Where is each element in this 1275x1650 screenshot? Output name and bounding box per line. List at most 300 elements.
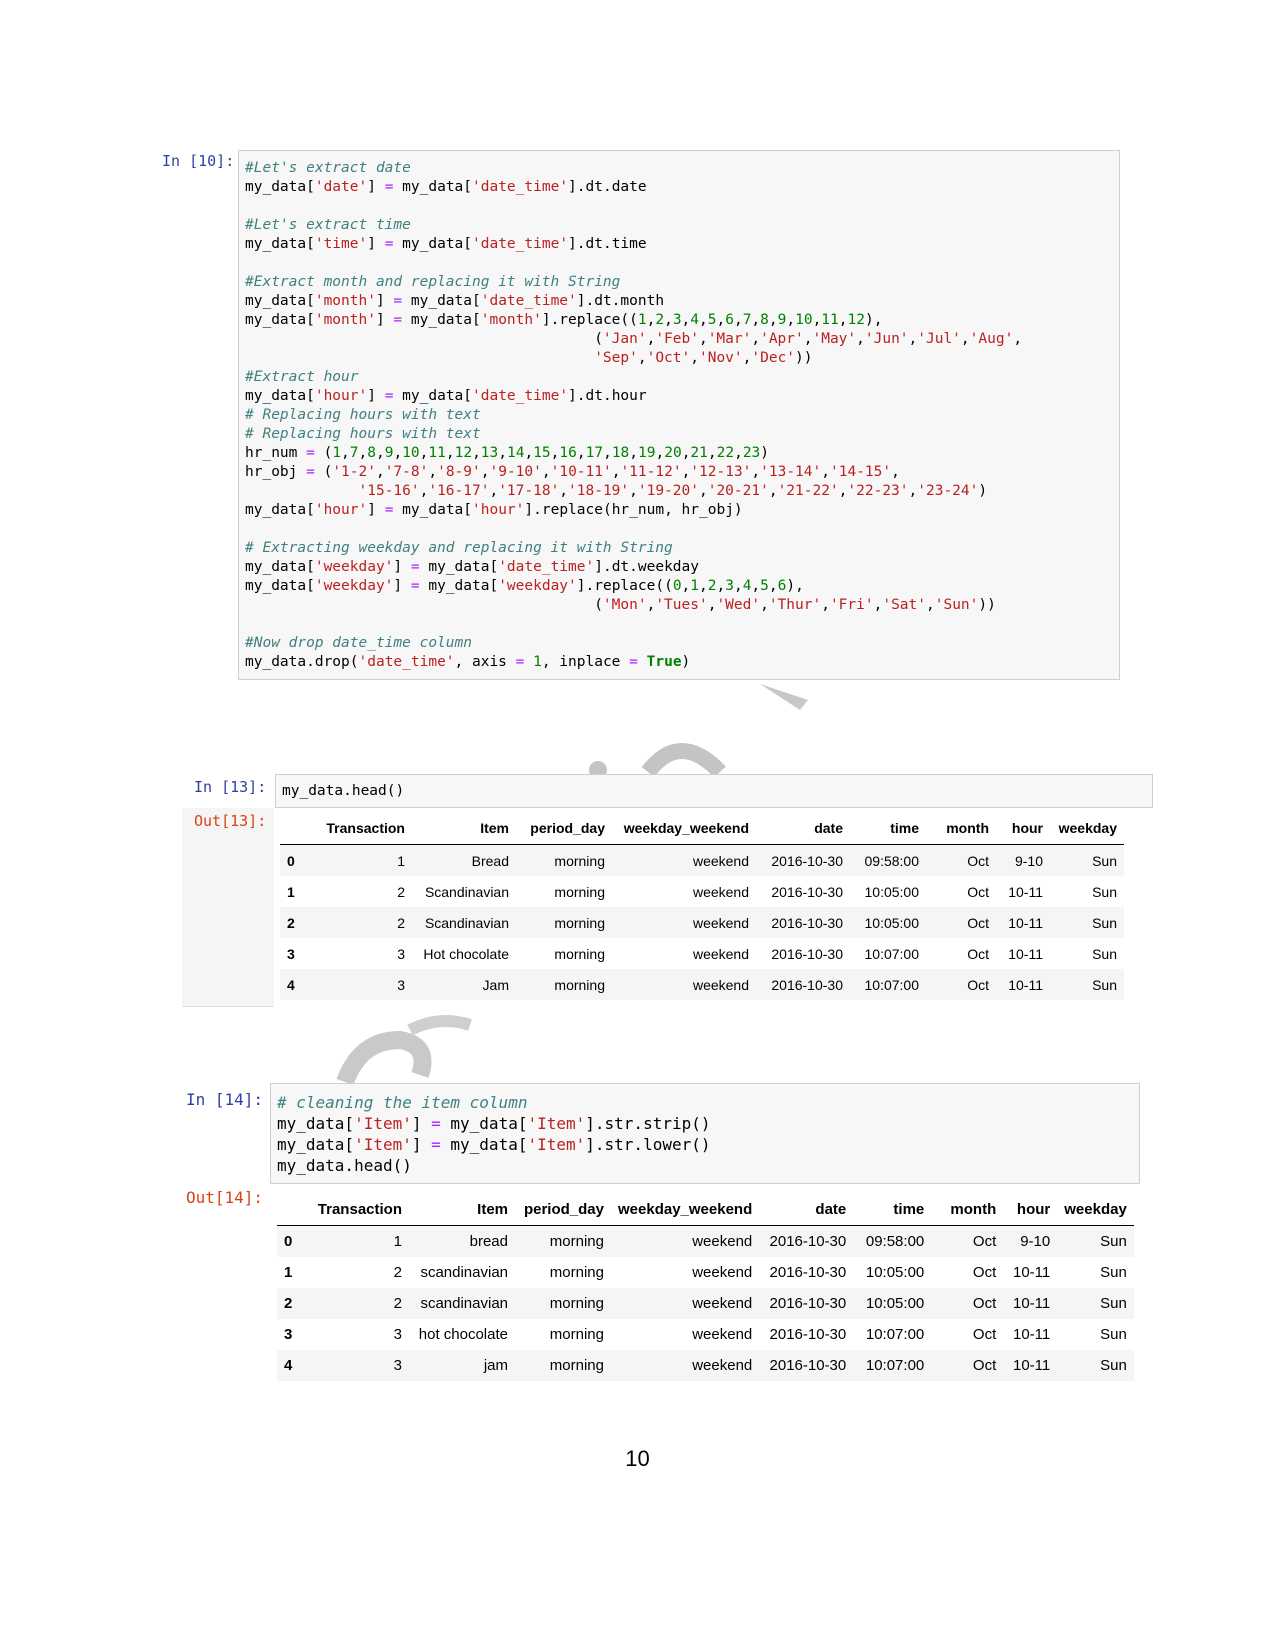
column-header: time bbox=[850, 812, 926, 845]
table-cell: 2 bbox=[393, 1264, 402, 1281]
code-token: 'month' bbox=[314, 293, 376, 309]
table-cell: Sun bbox=[1100, 1326, 1127, 1343]
table-cell: Scandinavian bbox=[424, 914, 509, 931]
code-token: = bbox=[384, 502, 394, 518]
code-token: ] bbox=[367, 236, 385, 252]
code-token: '13-14' bbox=[760, 464, 822, 480]
code-token: 'Thur' bbox=[768, 597, 822, 613]
code-token: '11-12' bbox=[620, 464, 682, 480]
column-header: Transaction bbox=[306, 812, 412, 845]
code-token: , bbox=[498, 445, 507, 461]
cell-13-out-prompt: Out[13]: bbox=[194, 812, 267, 830]
table-cell: 10-11 bbox=[1008, 883, 1043, 900]
code-token: 'Feb' bbox=[655, 331, 699, 347]
cell-13-dataframe bbox=[280, 812, 1124, 1000]
table-cell: 2016-10-30 bbox=[771, 883, 843, 900]
code-token: 'Sep' bbox=[594, 350, 638, 366]
code-token: 19 bbox=[638, 445, 656, 461]
code-token: , bbox=[908, 331, 918, 347]
code-token: , bbox=[733, 578, 743, 594]
code-token: '7-8' bbox=[384, 464, 429, 480]
code-token: 'Dec' bbox=[751, 350, 796, 366]
code-token: 'Nov' bbox=[698, 350, 743, 366]
table-cell: 10:05:00 bbox=[864, 914, 919, 931]
code-token: my_data[ bbox=[419, 559, 499, 575]
code-token: , bbox=[698, 483, 708, 499]
code-token: , bbox=[803, 331, 813, 347]
code-token: 'month' bbox=[480, 312, 542, 328]
code-token: , bbox=[681, 312, 691, 328]
table-cell: Oct bbox=[972, 1326, 997, 1343]
code-token: 23 bbox=[742, 445, 761, 461]
row-index: 1 bbox=[287, 883, 295, 900]
cell-14-code-editor[interactable] bbox=[270, 1083, 1140, 1184]
code-token: 'Item' bbox=[527, 1135, 586, 1154]
code-token: 'May' bbox=[812, 331, 857, 347]
code-line bbox=[245, 615, 1119, 634]
code-token: , bbox=[716, 578, 726, 594]
code-token: my_data[ bbox=[393, 502, 473, 518]
table-cell: morning bbox=[554, 976, 605, 993]
code-token: hr_num bbox=[245, 445, 307, 461]
table-cell: Sun bbox=[1092, 883, 1117, 900]
page-number: 10 bbox=[625, 1446, 650, 1471]
cell-13-code-editor[interactable] bbox=[275, 774, 1153, 808]
code-line bbox=[245, 330, 1119, 349]
cell-14-dataframe bbox=[277, 1193, 1134, 1381]
code-token: , bbox=[541, 464, 551, 480]
table-cell: 10:07:00 bbox=[865, 1357, 925, 1374]
code-token: , bbox=[768, 312, 778, 328]
code-token: , bbox=[489, 483, 499, 499]
table-cell: 2016-10-30 bbox=[769, 1357, 847, 1374]
table-cell: Oct bbox=[972, 1264, 997, 1281]
code-token: my_data[ bbox=[245, 293, 315, 309]
code-token: # Extracting weekday and replacing it with String bbox=[245, 540, 673, 556]
code-token: 'date_time' bbox=[480, 293, 577, 309]
code-token: 13 bbox=[480, 445, 499, 461]
table-cell: 10:05:00 bbox=[865, 1295, 925, 1312]
table-cell: morning bbox=[554, 883, 605, 900]
code-token: , bbox=[733, 312, 743, 328]
table-cell: 2016-10-30 bbox=[771, 976, 843, 993]
table-cell: 10-11 bbox=[1012, 1357, 1051, 1374]
cell-10-code bbox=[245, 159, 1119, 672]
table-cell: Sun bbox=[1100, 1295, 1127, 1312]
table-cell: Oct bbox=[972, 1295, 997, 1312]
code-token: 8 bbox=[760, 312, 769, 328]
code-token: my_data[ bbox=[245, 312, 315, 328]
table-cell: 2 bbox=[397, 883, 405, 900]
code-token: = bbox=[410, 559, 420, 575]
cell-13-in-prompt: In [13]: bbox=[194, 778, 267, 796]
column-header: hour bbox=[996, 812, 1050, 845]
code-token: , bbox=[707, 445, 717, 461]
table-cell: morning bbox=[549, 1357, 604, 1374]
code-token: my_data.head() bbox=[277, 1156, 412, 1175]
code-token bbox=[638, 654, 647, 670]
code-token: ( bbox=[245, 597, 603, 613]
code-token: 'weekday' bbox=[314, 578, 394, 594]
row-index: 2 bbox=[287, 914, 295, 931]
table-cell: 10:05:00 bbox=[864, 883, 919, 900]
code-token: , bbox=[891, 464, 900, 480]
code-token: , bbox=[576, 445, 586, 461]
column-header: period_day bbox=[516, 812, 612, 845]
table-cell: Sun bbox=[1092, 976, 1117, 993]
table-cell: morning bbox=[554, 852, 605, 869]
code-token: 'Wed' bbox=[716, 597, 761, 613]
column-header: month bbox=[931, 1193, 1003, 1226]
cell-14-in-prompt: In [14]: bbox=[186, 1090, 264, 1109]
code-token: = bbox=[393, 293, 403, 309]
code-token: , bbox=[873, 597, 883, 613]
code-token: , bbox=[681, 445, 691, 461]
table-cell: 9-10 bbox=[1020, 1233, 1051, 1250]
code-token: , axis bbox=[454, 654, 516, 670]
table-cell: 2016-10-30 bbox=[771, 914, 843, 931]
code-token: 'hour' bbox=[314, 502, 368, 518]
code-token: , bbox=[603, 445, 612, 461]
table-cell: 10-11 bbox=[1008, 914, 1043, 931]
code-token: = bbox=[384, 179, 394, 195]
code-token: #Extract hour bbox=[245, 369, 359, 385]
code-token: = bbox=[629, 654, 638, 670]
code-line bbox=[245, 634, 1119, 653]
column-header: weekday bbox=[1050, 812, 1124, 845]
code-token: , bbox=[472, 445, 481, 461]
table-cell: weekend bbox=[692, 914, 749, 931]
code-token: ), bbox=[786, 578, 804, 594]
table-cell: 3 bbox=[397, 976, 405, 993]
cell-14-code bbox=[277, 1092, 1139, 1176]
code-token: 'Item' bbox=[527, 1114, 586, 1133]
code-line bbox=[245, 558, 1119, 577]
table-cell: weekend bbox=[692, 945, 749, 962]
code-token: 5 bbox=[707, 312, 717, 328]
cell-13-code-line: my_data.head() bbox=[282, 783, 405, 799]
code-token: , bbox=[768, 483, 778, 499]
table-cell: 09:58:00 bbox=[864, 852, 919, 869]
code-token: 'Sat' bbox=[882, 597, 926, 613]
code-line bbox=[245, 653, 1119, 672]
code-token: my_data[ bbox=[277, 1135, 355, 1154]
cell-13-output-table-wrap bbox=[280, 812, 1124, 1000]
code-token: 'Oct' bbox=[646, 350, 691, 366]
code-token: my_data[ bbox=[402, 293, 481, 309]
code-token: my_data[ bbox=[440, 1114, 528, 1133]
table-cell: 10:07:00 bbox=[865, 1326, 925, 1343]
table-cell: morning bbox=[554, 914, 605, 931]
code-token: , bbox=[341, 445, 350, 461]
code-token: 12 bbox=[847, 312, 865, 328]
code-token: 11 bbox=[821, 312, 839, 328]
cell-10-code-editor[interactable] bbox=[238, 150, 1120, 680]
code-token: 'date_time' bbox=[472, 388, 569, 404]
table-cell: weekend bbox=[692, 852, 749, 869]
code-token: , bbox=[751, 331, 761, 347]
table-cell: Sun bbox=[1100, 1264, 1127, 1281]
code-token: , bbox=[699, 578, 708, 594]
code-token: # cleaning the item column bbox=[277, 1093, 528, 1112]
code-token: my_data[ bbox=[393, 388, 473, 404]
code-token: 9 bbox=[777, 312, 787, 328]
code-line bbox=[245, 387, 1119, 406]
code-token: = bbox=[515, 654, 525, 670]
code-token bbox=[245, 483, 359, 499]
code-token: my_data[ bbox=[393, 236, 473, 252]
table-cell: 10:07:00 bbox=[864, 945, 919, 962]
code-token: = bbox=[306, 464, 315, 480]
code-token: , inplace bbox=[541, 654, 630, 670]
code-token bbox=[245, 350, 594, 366]
code-token: 'Sun' bbox=[934, 597, 979, 613]
code-token: , bbox=[1013, 331, 1023, 347]
code-token: '22-23' bbox=[847, 483, 909, 499]
code-line bbox=[245, 425, 1119, 444]
code-line bbox=[245, 216, 1119, 235]
code-token: , bbox=[838, 312, 848, 328]
code-line bbox=[245, 197, 1119, 216]
code-token: ].replace(hr_num, hr_obj) bbox=[524, 502, 743, 518]
code-token: , bbox=[856, 331, 865, 347]
code-token: , bbox=[699, 312, 708, 328]
code-token: '16-17' bbox=[428, 483, 490, 499]
code-token: 5 bbox=[760, 578, 769, 594]
column-header: date bbox=[759, 1193, 853, 1226]
table-cell: bread bbox=[469, 1233, 508, 1250]
code-line bbox=[245, 159, 1119, 178]
table-cell: scandinavian bbox=[420, 1295, 508, 1312]
code-token: ].str.strip() bbox=[585, 1114, 711, 1133]
table-cell: Oct bbox=[972, 1357, 997, 1374]
code-line bbox=[277, 1113, 1139, 1134]
code-line bbox=[277, 1155, 1139, 1176]
code-token: , bbox=[908, 483, 918, 499]
code-token: ] bbox=[375, 293, 394, 309]
code-token: 6 bbox=[777, 578, 787, 594]
table-cell: 10-11 bbox=[1008, 945, 1043, 962]
code-line bbox=[245, 596, 1119, 615]
code-token: 7 bbox=[349, 445, 359, 461]
table-row bbox=[280, 938, 1124, 969]
code-token: = bbox=[431, 1135, 441, 1154]
table-cell: 09:58:00 bbox=[865, 1233, 925, 1250]
table-cell: Scandinavian bbox=[424, 883, 509, 900]
table-row bbox=[280, 876, 1124, 907]
table-cell: Sun bbox=[1092, 945, 1117, 962]
row-index: 0 bbox=[287, 852, 295, 869]
code-token: ] bbox=[393, 559, 411, 575]
table-cell: 1 bbox=[397, 852, 405, 869]
code-token: , bbox=[637, 350, 647, 366]
table-cell: morning bbox=[549, 1233, 604, 1250]
code-line bbox=[245, 501, 1119, 520]
code-token: ].str.lower() bbox=[585, 1135, 711, 1154]
cell-14-out-prompt: Out[14]: bbox=[186, 1188, 264, 1207]
table-cell: Oct bbox=[972, 1233, 997, 1250]
code-token: , bbox=[698, 331, 708, 347]
code-line bbox=[245, 482, 1119, 501]
row-index: 3 bbox=[284, 1326, 293, 1343]
code-token: #Let's extract date bbox=[245, 160, 411, 176]
code-token: ] bbox=[375, 312, 394, 328]
code-token: # Replacing hours with text bbox=[245, 426, 481, 442]
code-token: 'Jan' bbox=[602, 331, 647, 347]
code-token: my_data[ bbox=[277, 1114, 355, 1133]
column-header: month bbox=[926, 812, 996, 845]
code-token: , bbox=[716, 312, 726, 328]
table-cell: morning bbox=[549, 1326, 604, 1343]
code-token: , bbox=[646, 597, 656, 613]
code-token: = bbox=[384, 236, 394, 252]
code-token: my_data[ bbox=[440, 1135, 528, 1154]
code-token: ].dt.weekday bbox=[594, 559, 699, 575]
table-cell: weekend bbox=[692, 883, 749, 900]
table-cell: weekend bbox=[692, 1357, 753, 1374]
code-token: , bbox=[786, 312, 796, 328]
table-cell: morning bbox=[554, 945, 605, 962]
code-token: ) bbox=[978, 483, 988, 499]
code-token: 'weekday' bbox=[498, 578, 577, 594]
code-line bbox=[245, 254, 1119, 273]
code-token: 10 bbox=[795, 312, 813, 328]
code-token: = bbox=[410, 578, 420, 594]
table-cell: 3 bbox=[393, 1326, 402, 1343]
cell-10-in-prompt: In [10]: bbox=[162, 152, 235, 170]
code-token: 'month' bbox=[314, 312, 376, 328]
table-cell: 2016-10-30 bbox=[771, 852, 843, 869]
table-cell: Oct bbox=[967, 852, 989, 869]
code-token: #Extract month and replacing it with String bbox=[245, 274, 621, 290]
code-token: ( bbox=[314, 464, 333, 480]
code-token: ) bbox=[681, 654, 691, 670]
column-header: weekday_weekend bbox=[611, 1193, 759, 1226]
code-token: = bbox=[393, 312, 403, 328]
code-token: , bbox=[734, 445, 743, 461]
table-cell: 10-11 bbox=[1008, 976, 1043, 993]
code-token: '8-9' bbox=[437, 464, 481, 480]
code-token: , bbox=[960, 331, 970, 347]
code-token: , bbox=[375, 464, 385, 480]
code-token: , bbox=[375, 445, 385, 461]
table-row bbox=[277, 1257, 1134, 1288]
code-token: ].replace(( bbox=[541, 312, 638, 328]
row-index: 2 bbox=[284, 1295, 293, 1312]
code-line bbox=[245, 311, 1119, 330]
code-token: , bbox=[760, 597, 769, 613]
code-token: , bbox=[821, 597, 830, 613]
code-token: #Let's extract time bbox=[245, 217, 411, 233]
code-token: my_data[ bbox=[245, 559, 315, 575]
code-token: 1 bbox=[637, 312, 647, 328]
code-token: 'date_time' bbox=[358, 654, 455, 670]
code-token: '15-16' bbox=[358, 483, 420, 499]
code-line bbox=[245, 444, 1119, 463]
row-index: 0 bbox=[284, 1233, 293, 1250]
row-index: 4 bbox=[284, 1357, 293, 1374]
code-line bbox=[245, 349, 1119, 368]
code-token: 'Jul' bbox=[917, 331, 961, 347]
code-token: 1 bbox=[690, 578, 700, 594]
column-header bbox=[277, 1193, 303, 1226]
code-line bbox=[245, 235, 1119, 254]
code-token: 9 bbox=[384, 445, 394, 461]
table-cell: 9-10 bbox=[1014, 852, 1043, 869]
code-token: , bbox=[524, 445, 534, 461]
column-header: date bbox=[756, 812, 850, 845]
code-token: , bbox=[428, 464, 438, 480]
code-token: 15 bbox=[533, 445, 551, 461]
table-cell: Oct bbox=[967, 945, 989, 962]
code-token: my_data[ bbox=[245, 236, 315, 252]
table-cell: 10-11 bbox=[1012, 1264, 1051, 1281]
code-token: 2 bbox=[655, 312, 665, 328]
table-cell: Jam bbox=[482, 976, 509, 993]
table-cell: 2016-10-30 bbox=[769, 1264, 847, 1281]
table-row bbox=[277, 1350, 1134, 1381]
code-token: , bbox=[707, 597, 717, 613]
code-token: ) bbox=[760, 445, 770, 461]
code-token: 'Item' bbox=[354, 1114, 412, 1133]
row-index: 3 bbox=[287, 945, 295, 962]
code-token: ].dt.hour bbox=[568, 388, 647, 404]
code-token: , bbox=[393, 445, 403, 461]
column-header: Transaction bbox=[303, 1193, 409, 1226]
code-token: 14 bbox=[507, 445, 525, 461]
column-header: time bbox=[853, 1193, 931, 1226]
code-token: , bbox=[358, 445, 368, 461]
code-token: , bbox=[681, 464, 691, 480]
table-cell: 2 bbox=[393, 1295, 402, 1312]
code-token: 'Mon' bbox=[602, 597, 647, 613]
code-token: 'date_time' bbox=[472, 236, 569, 252]
code-token: , bbox=[629, 445, 639, 461]
table-cell: Sun bbox=[1092, 852, 1117, 869]
table-row bbox=[277, 1226, 1134, 1258]
code-token: ] bbox=[367, 388, 385, 404]
code-token: 22 bbox=[716, 445, 735, 461]
code-token: hr_obj bbox=[245, 464, 307, 480]
table-cell: weekend bbox=[692, 1295, 753, 1312]
table-row bbox=[280, 969, 1124, 1000]
column-header: Item bbox=[412, 812, 516, 845]
table-cell: morning bbox=[549, 1264, 604, 1281]
table-cell: Oct bbox=[967, 914, 989, 931]
table-cell: Bread bbox=[471, 852, 509, 869]
code-token: 'hour' bbox=[314, 388, 368, 404]
code-token: 0 bbox=[672, 578, 682, 594]
cell-14-output-table-wrap bbox=[277, 1193, 1134, 1381]
code-token: 'Item' bbox=[354, 1135, 412, 1154]
code-token: 'Fri' bbox=[829, 597, 874, 613]
code-token: 4 bbox=[690, 312, 700, 328]
code-token: '12-13' bbox=[690, 464, 752, 480]
code-token: 18 bbox=[611, 445, 630, 461]
code-token: 'Aug' bbox=[969, 331, 1014, 347]
code-token: 1 bbox=[332, 445, 342, 461]
code-token: 6 bbox=[725, 312, 734, 328]
table-cell: 2 bbox=[397, 914, 405, 931]
code-token: , bbox=[550, 445, 560, 461]
code-token: 2 bbox=[707, 578, 717, 594]
table-cell: weekend bbox=[692, 976, 749, 993]
table-cell: 2016-10-30 bbox=[769, 1326, 847, 1343]
code-token: ] bbox=[411, 1114, 432, 1133]
table-row bbox=[277, 1288, 1134, 1319]
code-token: 'date_time' bbox=[472, 179, 569, 195]
code-token: 1 bbox=[533, 654, 542, 670]
